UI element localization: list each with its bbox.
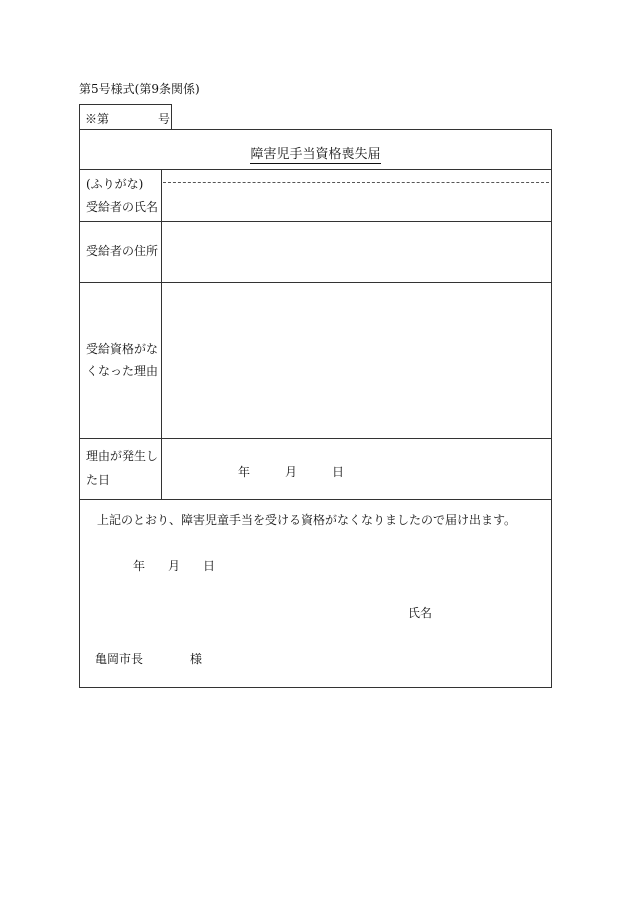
furigana-input[interactable] <box>164 171 549 182</box>
furigana-label: (ふりがな) <box>86 177 144 191</box>
reason-label-line1: 受給資格がな <box>86 342 159 356</box>
form-frame <box>79 129 552 688</box>
reception-unit: 号 <box>158 112 171 126</box>
occurrence-year: 年 <box>238 465 251 479</box>
reception-number-box <box>79 104 172 129</box>
row-divider-name <box>80 221 551 222</box>
reason-label-line2: くなった理由 <box>86 364 159 378</box>
addressee: 亀岡市長 <box>95 652 144 666</box>
occurrence-date-input[interactable] <box>164 441 549 496</box>
submission-year: 年 <box>133 559 146 573</box>
furigana-dashed-line <box>163 182 549 183</box>
row-divider-address <box>80 282 551 283</box>
address-label: 受給者の住所 <box>86 244 159 258</box>
submission-month: 月 <box>168 559 181 573</box>
occurrence-month: 月 <box>285 465 298 479</box>
row-divider-title <box>80 169 551 170</box>
date-label-line2: た日 <box>86 473 111 487</box>
date-label-line1: 理由が発生し <box>86 449 159 463</box>
form-number: 第5号様式(第9条関係) <box>79 82 200 96</box>
name-input[interactable] <box>164 186 549 218</box>
occurrence-day: 日 <box>332 465 345 479</box>
address-input[interactable] <box>164 224 549 279</box>
applicant-name-label: 氏名 <box>408 606 433 620</box>
submission-day: 日 <box>203 559 216 573</box>
reception-mark: ※第 <box>85 112 110 126</box>
row-divider-date <box>80 499 551 500</box>
name-label: 受給者の氏名 <box>86 200 159 214</box>
reason-input[interactable] <box>164 285 549 435</box>
form-title <box>80 143 551 162</box>
declaration-text: 上記のとおり、障害児童手当を受ける資格がなくなりましたので届け出ます。 <box>97 513 517 527</box>
label-column-divider <box>161 169 162 499</box>
form-title-text: 障害児手当資格喪失届 <box>250 147 381 162</box>
row-divider-reason <box>80 438 551 439</box>
honorific: 様 <box>190 652 203 666</box>
